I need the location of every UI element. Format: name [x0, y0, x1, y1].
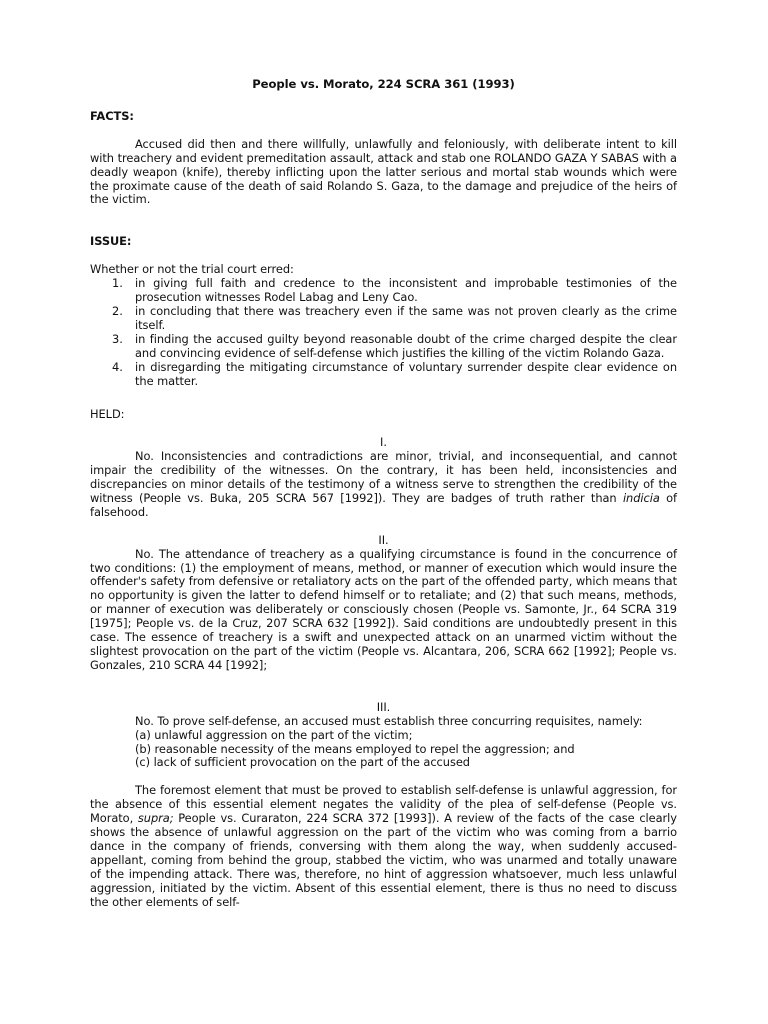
- issue-item-text: in finding the accused guilty beyond reasonable doubt of the crime charged despite the clear and convincing evidence of self-defense which justifies the killing of the victim Rolando Gaza.: [135, 331, 677, 360]
- issue-item-text: in concluding that there was treachery even if the same was not proven clearly as the crime itself.: [135, 303, 677, 332]
- issue-item-number: 4.: [112, 359, 123, 374]
- requisite-item: (a) unlawful aggression on the part of the victim;: [135, 727, 413, 742]
- issue-item: [90, 277, 677, 305]
- held-paragraph-1: No. Inconsistencies and contradictions are minor, trivial, and inconsequential, and cannot impair the credibility of the witnesses. On the contrary, it has been held, inconsistencies and discrepancies on minor details of the testimony of a witness serve to strengthen the credibility of the witness (People vs. Buka, 205 SCRA 567 [1992]). They are badges of truth rather than indicia of falsehood.: [90, 449, 677, 519]
- issue-heading: ISSUE:: [90, 234, 132, 249]
- requisite-item: (b) reasonable necessity of the means employed to repel the aggression; and: [135, 741, 575, 756]
- held-paragraph-2: No. The attendance of treachery as a qualifying circumstance is found in the concurrence of two conditions: (1) the employment of means, method, or manner of execution which would insure the offender's safety from defensive or retaliatory acts on the part of the offended party, which means that no opportunity is given the latter to defend himself or to retaliate; and (2) that such means, methods, or manner of execution was deliberately or consciously chosen (People vs. Samonte, Jr., 64 SCRA 319 [1975]; People vs. de la Cruz, 207 SCRA 632 [1992]). Said conditions are undoubtedly present in this case. The essence of treachery is a swift and unexpected attack on an unarmed victim without the slightest provocation on the part of the victim (People vs. Alcantara, 206, SCRA 662 [1992]; People vs. Gonzales, 210 SCRA 44 [1992];: [90, 546, 677, 672]
- case-title: People vs. Morato, 224 SCRA 361 (1993): [252, 77, 515, 91]
- held-heading: HELD:: [90, 407, 125, 422]
- issue-item: [90, 361, 677, 389]
- requisite-item: (c) lack of sufficient provocation on the part of the accused: [135, 755, 470, 770]
- issue-item-text: in giving full faith and credence to the inconsistent and improbable testimonies of the prosecution witnesses Rodel Labag and Leny Cao.: [135, 276, 677, 305]
- issue-item-number: 3.: [112, 331, 123, 346]
- issue-item-text: in disregarding the mitigating circumstance of voluntary surrender despite clear evidence on the matter.: [135, 359, 677, 388]
- issue-intro: Whether or not the trial court erred:: [90, 262, 294, 277]
- held-section-numeral: I.: [380, 435, 387, 450]
- held-section-numeral: III.: [376, 699, 391, 714]
- issue-list: [90, 277, 677, 388]
- issue-item: [90, 333, 677, 361]
- issue-item-number: 1.: [112, 276, 123, 291]
- held-paragraph-3-body: The foremost element that must be proved to establish self-defense is unlawful aggression, for the absence of this essential element negates the validity of the plea of self-defense (People vs. Morato, supra; People vs. Curaraton, 224 SCRA 372 [1993]). A review of the facts of the case clearly shows the absence of unlawful aggression on the part of the victim who was coming from a barrio dance in the company of friends, conversing with them along the way, when suddenly accused-appellant, coming from behind the group, stabbed the victim, who was unarmed and totally unaware of the impending attack. There was, therefore, no hint of aggression whatsoever, much less unlawful aggression, initiated by the victim. Absent of this essential element, there is thus no need to discuss the other elements of self-: [90, 783, 677, 909]
- facts-paragraph: Accused did then and there willfully, unlawfully and feloniously, with deliberate intent to kill with treachery and evident premeditation assault, attack and stab one ROLANDO GAZA Y SABAS with a deadly weapon (knife), thereby inflicting upon the latter serious and mortal stab wounds which were the proximate cause of the death of said Rolando S. Gaza, to the damage and prejudice of the heirs of the victim.: [90, 136, 677, 207]
- issue-item-number: 2.: [112, 303, 123, 318]
- held-paragraph-3-intro: No. To prove self-defense, an accused must establish three concurring requisites, namely:: [135, 713, 643, 728]
- issue-item: [90, 305, 677, 333]
- held-section-numeral: II.: [378, 532, 389, 547]
- document-page: [90, 78, 677, 910]
- facts-heading: FACTS:: [90, 108, 134, 123]
